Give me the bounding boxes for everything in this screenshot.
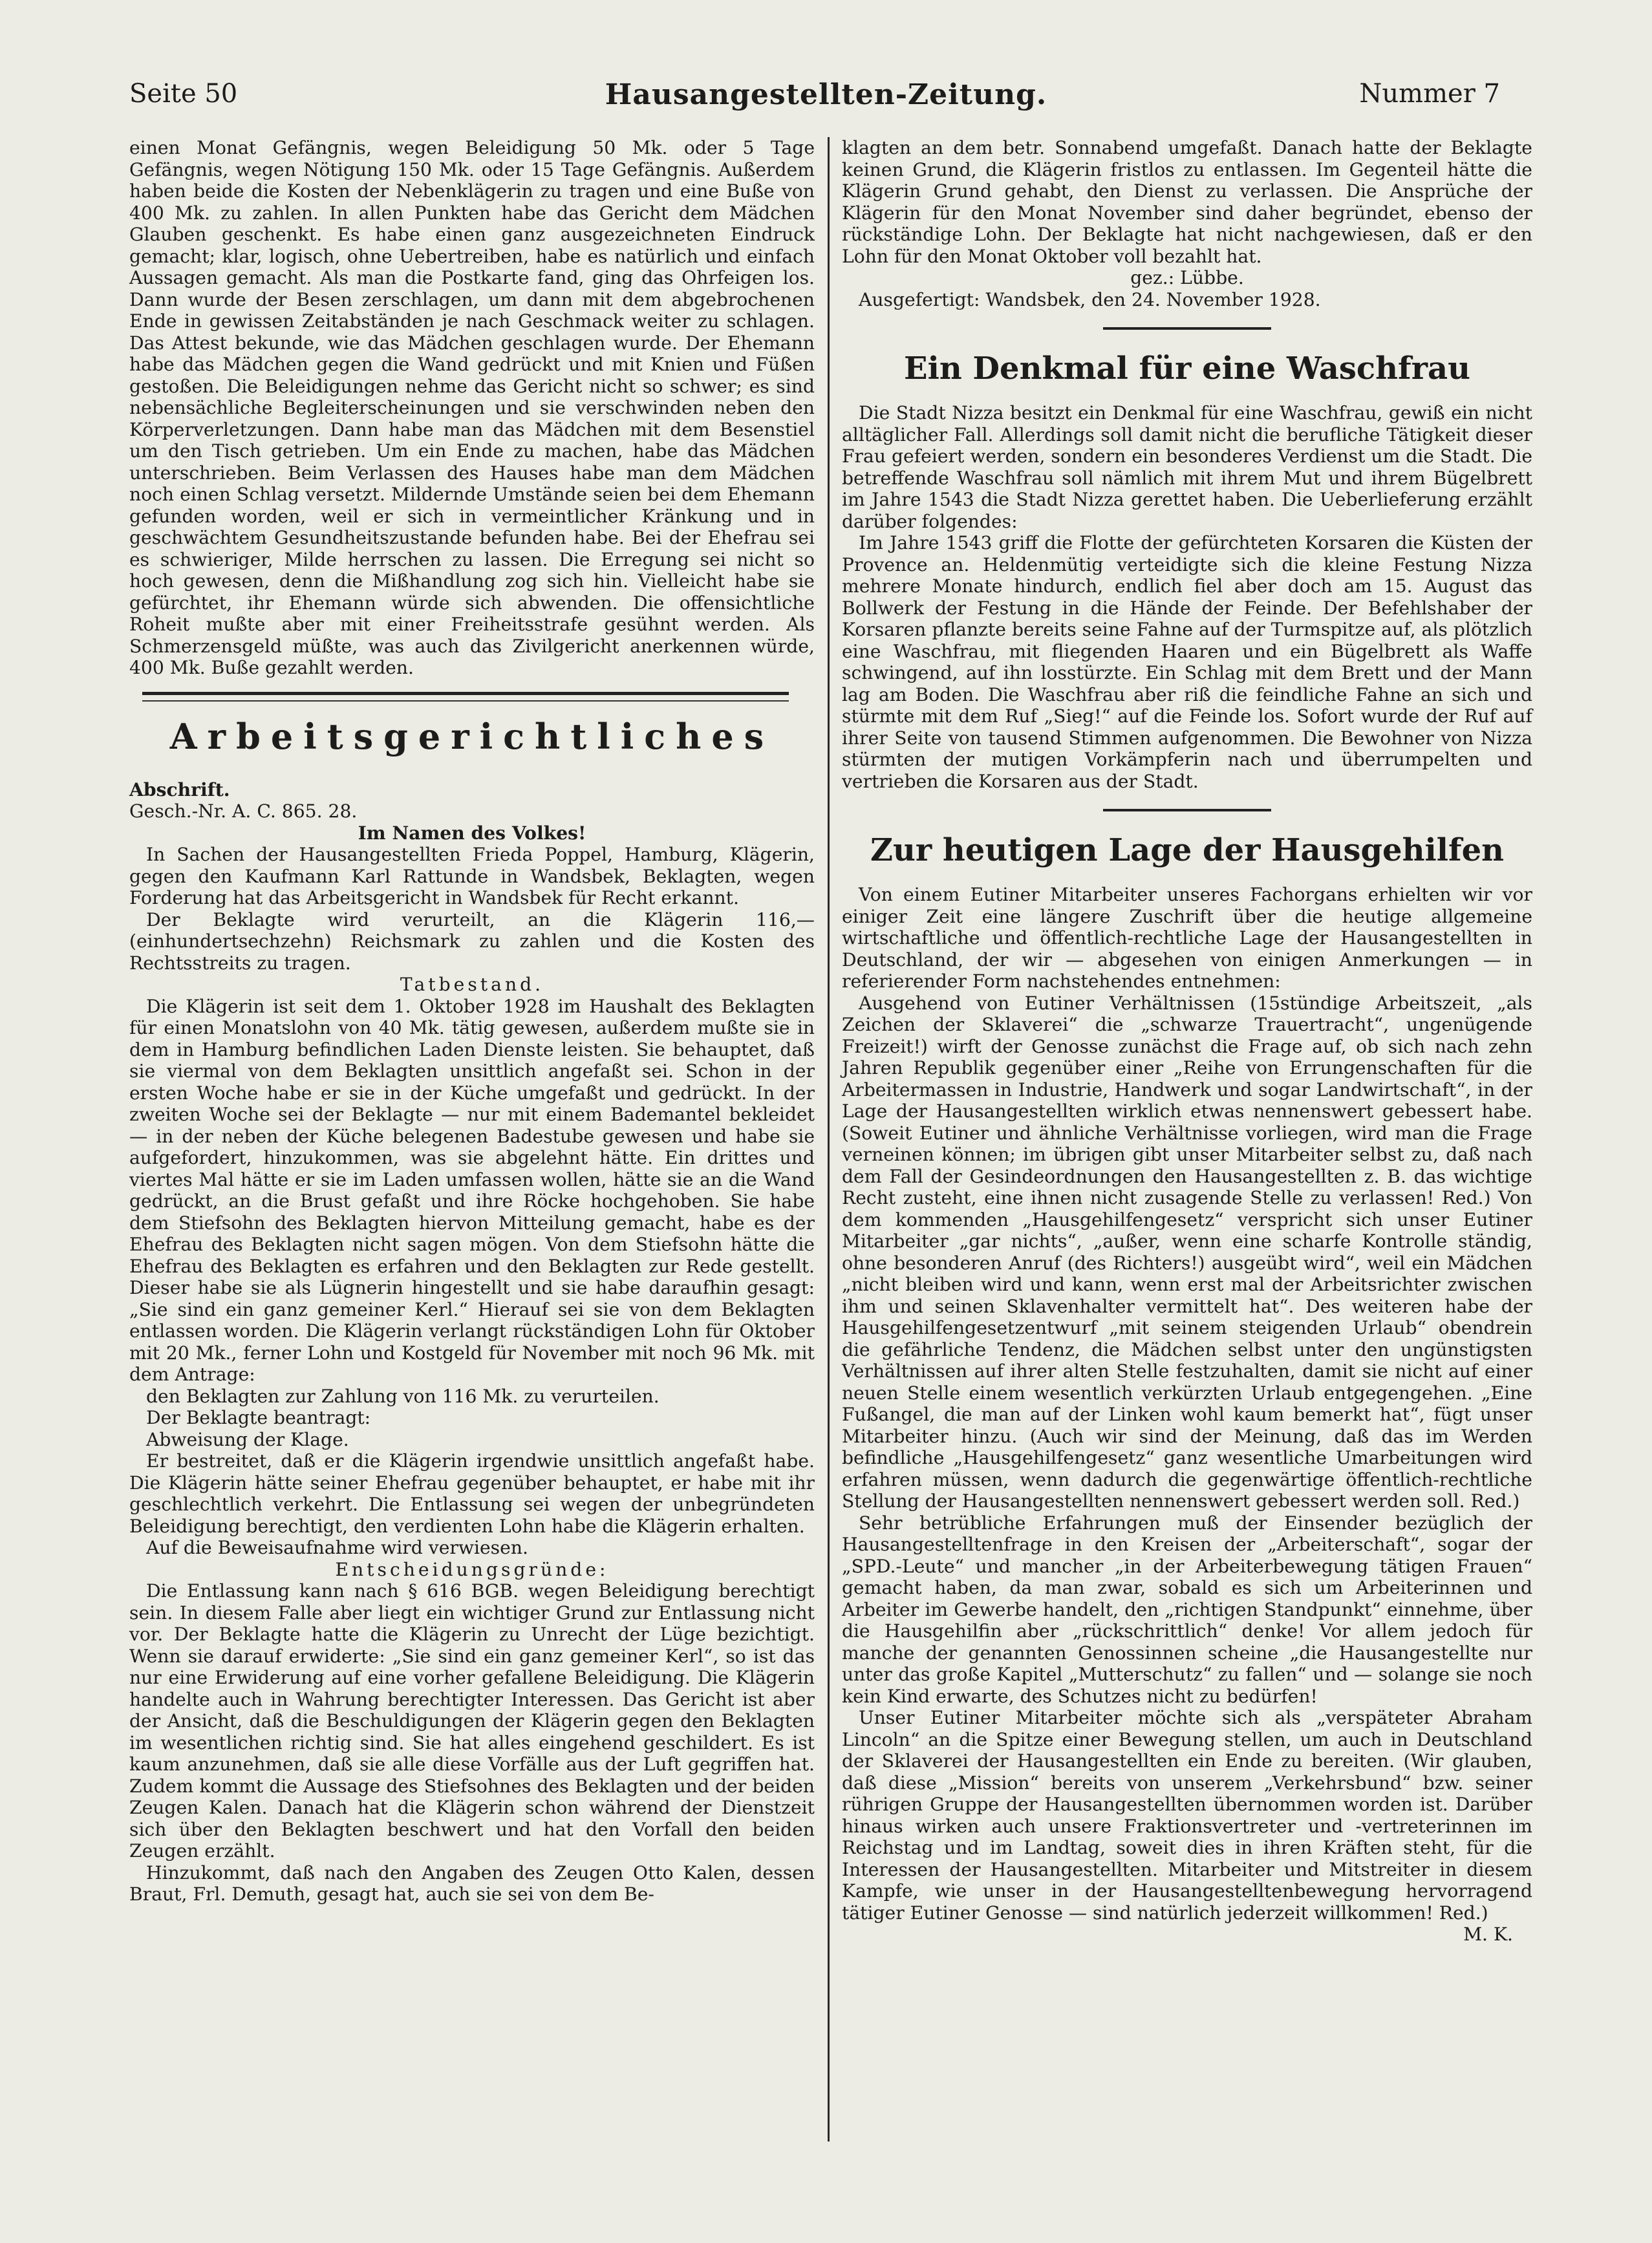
dismissal-request: Abweisung der Klage. <box>146 1428 349 1450</box>
verdict-heading: Im Namen des Volkes! <box>358 822 586 844</box>
tatbestand-heading: Tatbestand. <box>400 974 544 995</box>
column-divider <box>828 137 830 2141</box>
intro-paragraph: einen Monat Gefängnis, wegen Beleidigung 50 Mk. oder 5 Tage Gefängnis, wegen Nötigung 150 Mk. oder 15 Tage Gefängnis. Außerdem haben beide die Kosten der Nebenklägerin zu tragen und eine Buße von 400 Mk. zu zahlen. In allen Punkten habe das Gericht dem Mädchen Glauben geschenkt. Es habe einen ganz ausgezeichneten Eindruck gemacht; klar, logisch, ohne Uebertreiben, habe es natürlich und einfach Aussagen gemacht. Als man die Postkarte fand, ging das Ohrfeigen los. Dann wurde der Besen zerschlagen, um dann mit dem abgebrochenen Ende in gewissen Zeitabständen je nach Geschmack weiter zu schlagen. Das Attest bekunde, wie das Mädchen geschlagen wurde. Der Ehemann habe das Mädchen gegen die Wand gedrückt und mit Knien und Füßen gestoßen. Die Beleidigungen nehme das Gericht nicht so schwer; es sind nebensächliche Begleiterscheinungen und sie verschwinden neben den Körperverletzungen. Dann habe man das Mädchen mit dem Besenstiel um den Tisch getrieben. Um ein Ende zu machen, habe das Mädchen unterschrieben. Beim Verlassen des Hauses habe man dem Mädchen noch einen Schlag versetzt. Mildernde Umstände seien bei dem Ehemann gefunden worden, weil er sich in vermeintlicher Kränkung und in geschwächtem Gesundheitszustande befunden habe. Bei der Ehefrau sei es schwieriger, Milde herrschen zu lassen. Die Erregung sei nicht so hoch gewesen, denn die Mißhandlung zog sich hin. Vielleicht habe sie gefürchtet, ihr Ehemann würde sich abwenden. Die offensichtliche Roheit mußte aber mit einer Freiheitsstrafe gesühnt werden. Als Schmerzensgeld müßte, was auch das Zivilgericht anerkennen würde, 400 Mk. Buße gezahlt werden. <box>129 137 815 678</box>
article-title-denkmal: Ein Denkmal für eine Waschfrau <box>904 350 1470 387</box>
facts-paragraph: Die Klägerin ist seit dem 1. Oktober 1928 im Haushalt des Beklagten für einen Monatslohn von 40 Mk. tätig gewesen, außerdem mußte sie in dem in Hamburg befindlichen Laden Dienste leisten. Sie behauptet, daß sie viermal von dem Beklagten unsittlich angefaßt sei. Schon in der ersten Woche habe er sie in der Küche umgefaßt und gedrückt. In der zweiten Woche sei der Beklagte — nur mit einem Bademantel bekleidet — in der neben der Küche belegenen Badestube gewesen und habe sie aufgefordert, hinzukommen, was sie abgelehnt hätte. Ein drittes und viertes Mal hätte er sie im Laden umfassen wollen, hätte sie an die Wand gedrückt, an die Brust gefaßt und ihre Röcke hochgehoben. Sie habe dem Stiefsohn des Beklagten hiervon Mitteilung gemacht, habe es der Ehefrau des Beklagten nicht sagen mögen. Von dem Stiefsohn hätte die Ehefrau des Beklagten es erfahren und den Beklagten zur Rede gestellt. Dieser habe sie als Lügnerin hingestellt und sie habe daraufhin gesagt: „Sie sind ein ganz gemeiner Kerl.“ Hierauf sei sie von dem Beklagten entlassen worden. Die Klägerin verlangt rückständigen Lohn für Oktober mit 20 Mk., ferner Lohn und Kostgeld für November mit noch 96 Mk. mit dem Antrage: <box>129 995 815 1385</box>
article-title-hausgehilfen: Zur heutigen Lage der Hausgehilfen <box>870 832 1505 868</box>
section-title: Arbeitsgerichtliches <box>169 715 775 757</box>
case-parties: In Sachen der Hausangestellten Frieda Poppel, Hamburg, Klägerin, gegen den Kaufmann Karl Rattunde in Wandsbek, Beklagten, wegen Forderung hat das Arbeitsgericht in Wandsbek für Recht erkannt. <box>129 844 815 908</box>
defendant-motion: Der Beklagte beantragt: <box>146 1407 371 1428</box>
reasons-heading: Entscheidungsgründe: <box>335 1558 609 1580</box>
denkmal-paragraph-2: Im Jahre 1543 griff die Flotte der gefürchteten Korsaren die Küsten der Provence an. Heldenmütig verteidigte sich die kleine Festung Nizza mehrere Monate hindurch, endlich fiel aber doch am 15. August das Bollwerk der Festung in die Hände der Feinde. Der Befehlshaber der Korsaren pflanzte bereits seine Fahne auf der Turmspitze auf, als plötzlich eine Waschfrau, mit fliegenden Haaren und ein Bügelbrett als Waffe schwingend, auf ihn losstürzte. Ein Schlag mit dem Brett und der Mann lag am Boden. Die Waschfrau aber riß die feindliche Fahne an sich und stürmte mit dem Ruf „Sieg!“ auf die Feinde los. Sofort wurde der Ruf auf ihrer Seite von tausend Stimmen aufgenommen. Die Bewohner von Nizza stürmten der mutigen Vorkämpferin nach und überrumpelten und vertrieben die Korsaren aus der Stadt. <box>842 532 1532 792</box>
page-number: Seite 50 <box>129 79 238 109</box>
hausgehilfen-paragraph-4: Unser Eutiner Mitarbeiter möchte sich als „verspäteter Abraham Lincoln“ an die Spitze einer Bewegung stellen, um auch in Deutschland der Sklaverei der Hausangestellten ein Ende zu bereiten. (Wir glauben, daß diese „Mission“ bereits von unserem „Verkehrsbund“ bzw. seiner rührigen Gruppe der Hausangestellten übernommen worden ist. Darüber hinaus wirken auch unsere Fraktionsvertreter und -vertreterinnen im Reichstag und im Landtag, soweit dies in ihren Kräften steht, für die Interessen der Hausangestellten. Mitarbeiter und Mitstreiter in diesem Kampfe, wie unser in der Hausangestelltenbewegung hervorragend tätiger Eutiner Genosse — sind natürlich jederzeit willkommen! Red.) <box>842 1707 1532 1924</box>
hausgehilfen-paragraph-1: Von einem Eutiner Mitarbeiter unseres Fachorgans erhielten wir vor einiger Zeit eine längere Zuschrift über die heutige allgemeine wirtschaftliche und öffentlich-rechtliche Lage der Hausangestellten in Deutschland, der wir — abgesehen von einigen Anmerkungen — in referierender Form nachstehendes entnehmen: <box>842 884 1532 992</box>
left-column <box>129 137 815 1905</box>
section-rule-bottom <box>142 700 789 702</box>
article-divider <box>1103 809 1271 811</box>
claim-request: den Beklagten zur Zahlung von 116 Mk. zu verurteilen. <box>146 1385 660 1407</box>
masthead-title: Hausangestellten-Zeitung. <box>605 78 1047 111</box>
right-column <box>842 137 1532 1946</box>
defense-paragraph: Er bestreitet, daß er die Klägerin irgendwie unsittlich angefaßt habe. Die Klägerin hätte seiner Ehefrau gegenüber behauptet, er habe mit ihr geschlechtlich verkehrt. Die Entlassung sei wegen der unbegründeten Beleidigung berechtigt, den verdienten Lohn habe die Klägerin erhalten. <box>129 1450 815 1537</box>
section-rule-top <box>142 692 789 695</box>
judge-signature: gez.: Lübbe. <box>1130 267 1244 288</box>
issued-note: Ausgefertigt: Wandsbek, den 24. November 1928. <box>859 288 1321 310</box>
issue-number: Nummer 7 <box>1359 79 1500 109</box>
verdict-text: Der Beklagte wird verurteilt, an die Klägerin 116,— (einhundertsechzehn) Reichsmark zu zahlen und die Kosten des Rechtsstreits zu tragen. <box>129 908 815 974</box>
case-number: Gesch.-Nr. A. C. 865. 28. <box>129 800 358 822</box>
author-initials: M. K. <box>1463 1924 1513 1945</box>
denkmal-paragraph-1: Die Stadt Nizza besitzt ein Denkmal für eine Waschfrau, gewiß ein nicht alltäglicher Fall. Allerdings soll damit nicht die berufliche Tätigkeit dieser Frau gefeiert werden, sondern ein besonderes Verdienst um die Stadt. Die betreffende Waschfrau soll nämlich mit ihrem Mut und ihrem Bügelbrett im Jahre 1543 die Stadt Nizza gerettet haben. Die Ueberlieferung erzählt darüber folgendes: <box>842 402 1532 532</box>
continued-paragraph: klagten an dem betr. Sonnabend umgefaßt. Danach hatte der Beklagte keinen Grund, die Klägerin fristlos zu entlassen. Im Gegenteil hätte die Klägerin Grund gehabt, den Dienst zu verlassen. Die Ansprüche der Klägerin für den Monat November sind daher begründet, ebenso der rückständige Lohn. Der Beklagte hat nicht nachgewiesen, daß er den Lohn für den Monat Oktober voll bezahlt hat. <box>842 137 1532 267</box>
abschrift-label: Abschrift. <box>129 778 230 800</box>
evidence-note: Auf die Beweisaufnahme wird verwiesen. <box>146 1537 528 1558</box>
witness-paragraph: Hinzukommt, daß nach den Angaben des Zeugen Otto Kalen, dessen Braut, Frl. Demuth, gesagt hat, auch sie sei von dem Be- <box>129 1862 815 1905</box>
hausgehilfen-paragraph-3: Sehr betrübliche Erfahrungen muß der Einsender bezüglich der Hausangestelltenfrage in den Kreisen der „Arbeiterschaft“, sogar der „SPD.-Leute“ und mancher „in der Arbeiterbewegung tätigen Frauen“ gemacht haben, da man zwar, sobald es sich um Arbeiterinnen und Arbeiter im Gewerbe handelt, den „richtigen Standpunkt“ einnehme, über die Hausgehilfin aber „rückschrittlich“ denke! Vor allem jedoch für manche der genannten Genossinnen scheine „die Hausangestellte nur unter das große Kapitel „Mutterschutz“ zu fallen“ und — solange sie noch kein Kind erwarte, des Schutzes nicht zu bedürfen! <box>842 1512 1532 1707</box>
article-divider <box>1103 327 1271 330</box>
reasons-paragraph: Die Entlassung kann nach § 616 BGB. wegen Beleidigung berechtigt sein. In diesem Falle aber liegt ein wichtiger Grund zur Entlassung nicht vor. Der Beklagte hatte die Klägerin zu Unrecht der Lüge bezichtigt. Wenn sie darauf erwiderte: „Sie sind ein ganz gemeiner Kerl“, so ist das nur eine Erwiderung auf eine vorher gefallene Beleidigung. Die Klägerin handelte auch in Wahrung berechtigter Interessen. Das Gericht ist aber der Ansicht, daß die Beschuldigungen der Klägerin gegen den Beklagten im wesentlichen richtig sind. Sie hat alles eingehend geschildert. Es ist kaum anzunehmen, daß sie alle diese Vorfälle aus der Luft gegriffen hat. Zudem kommt die Aussage des Stiefsohnes des Beklagten und der beiden Zeugen Kalen. Danach hat die Klägerin schon während der Dienstzeit sich über den Beklagten beschwert und hat den Vorfall den beiden Zeugen erzählt. <box>129 1580 815 1862</box>
hausgehilfen-paragraph-2: Ausgehend von Eutiner Verhältnissen (15stündige Arbeitszeit, „als Zeichen der Sklaverei“ die „schwarze Trauertracht“, ungenügende Freizeit!) wirft der Genosse zunächst die Frage auf, ob sich nach zehn Jahren Republik gegenüber einer „Reihe von Errungenschaften für die Arbeitermassen in Industrie, Handwerk und sogar Landwirtschaft“, in der Lage der Hausangestellten wirklich etwas nennenswert gebessert habe. (Soweit Eutiner und ähnliche Verhältnisse vorliegen, wird man die Frage verneinen können; im übrigen gibt unser Mitarbeiter selbst zu, daß nach dem Fall der Gesindeordnungen den Hausangestellten z. B. das wichtige Recht zusteht, eine ihnen nicht zusagende Stelle zu verlassen! Red.) Von dem kommenden „Hausgehilfengesetz“ verspricht sich unser Eutiner Mitarbeiter „gar nichts“, „außer, wenn eine scharfe Kontrolle ständig, ohne besonderen Anruf (des Richters!) ausgeübt wird“, weil ein Mädchen „nicht bleiben wird und kann, wenn erst mal der Arbeitsrichter zwischen ihm und seinen Sklavenhalter vermittelt hat“. Des weiteren habe der Hausgehilfengesetzentwurf „mit seinem steigenden Urlaub“ obendrein die gefährliche Tendenz, die Mädchen selbst unter den ungünstigsten Verhältnissen auf ihrer alten Stelle festzuhalten, damit sie nicht auf einer neuen Stelle einem wesentlich verkürzten Urlaub entgegengehen. „Eine Fußangel, die man auf der Linken wohl kaum bemerkt hat“, fügt unser Mitarbeiter hinzu. (Auch wir sind der Meinung, daß das im Werden befindliche „Hausgehilfengesetz“ ganz wesentliche Umarbeitungen wird erfahren müssen, wenn dadurch die gegenwärtige öffentlich-rechtliche Stellung der Hausangestellten nennenswert gebessert werden soll. Red.) <box>842 992 1532 1512</box>
